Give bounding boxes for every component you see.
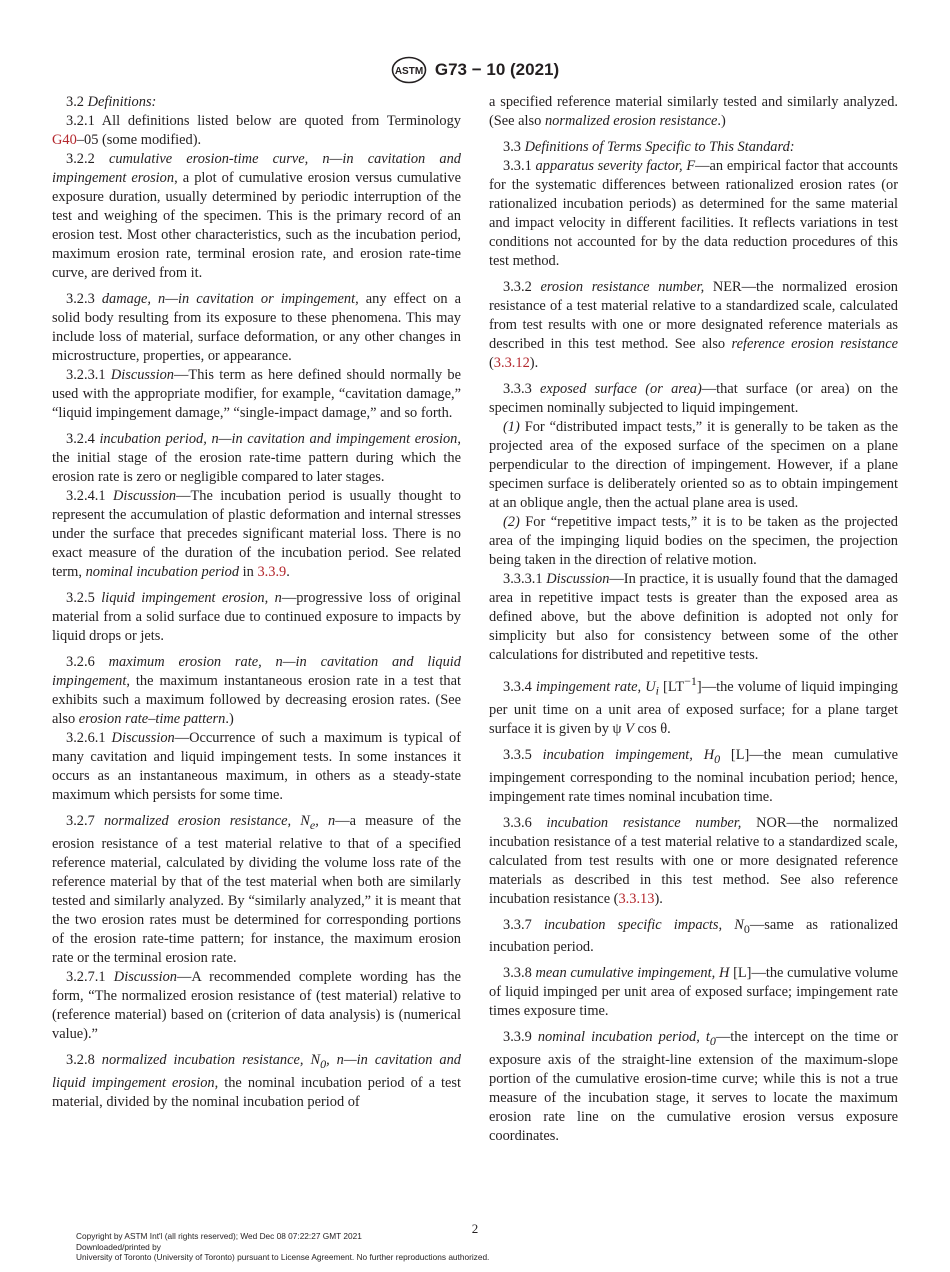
definition-3-3-5: 3.3.5 incubation impingement, $H_0$ [L]—the mean cumulative impingement corresponding to the nominal incubation period; hence, impingement rate times nominal incubation time. <box>489 746 898 805</box>
discussion-3-2-4-1: 3.2.4.1 Discussion—The incubation period is usually thought to represent the accumulation of plastic deformation and internal stresses under the surface that precedes significant material loss. There is no exact measure of the duration of the incubation period. See related term, nominal incubation period in 3.3.9. <box>52 488 461 580</box>
definition-3-3-3: 3.3.3 exposed surface (or area)—that surface (or area) on the specimen nominally subjected to liquid impingement. <box>489 381 898 416</box>
ref-link-3-3-12[interactable]: 3.3.12 <box>493 355 530 371</box>
definition-3-2-8-continued: a specified reference material similarly tested and similarly analyzed. (See also normalized erosion resistance.) <box>489 94 898 129</box>
definition-3-3-3-item-2: (2) For “repetitive impact tests,” it is to be taken as the projected area of the impinging liquid bodies on the specimen, the projection being taken in the direction of relative motion. <box>489 514 898 568</box>
definition-3-3-4: 3.3.4 impingement rate, $U_i$ $[LT^{-1}]—the$ volume of liquid impinging per unit time on a unit area of exposed surface; for a plane target surface it is given by ψ V cos θ. <box>489 674 898 737</box>
definition-3-3-2: 3.3.2 erosion resistance number, NER—the normalized erosion resistance of a test material relative to a standardized scale, calculated from test results with one or more designated reference materials as described in this test method. See also reference erosion resistance (3.3.12). <box>489 279 898 371</box>
astm-logo-icon <box>391 56 427 84</box>
definition-3-2-8: 3.2.8 normalized incubation resistance, $N_0$, n—in cavitation and liquid impingement erosion, the nominal incubation period of a test material, divided by the nominal incubation period of <box>52 1051 461 1110</box>
definition-3-2-4: 3.2.4 incubation period, n—in cavitation and impingement erosion, the initial stage of the erosion rate-time pattern during which the erosion rate is zero or negligible compared to later stages. <box>52 431 461 485</box>
copyright-footer <box>76 1231 489 1263</box>
definition-3-2-2: 3.2.2 cumulative erosion-time curve, n—in cavitation and impingement erosion, a plot of cumulative erosion versus cumulative exposure duration, usually determined by periodic interruption of the test and weighing of the specimen. This is the primary record of an erosion test. Most other characteristics, such as the incubation period, maximum erosion rate, terminal erosion rate, and erosion rate-time curve, are derived from it. <box>52 151 461 281</box>
discussion-3-3-3-1: 3.3.3.1 Discussion—In practice, it is usually found that the damaged area in repetitive impact tests is greater than the exposed area as defined above, but the above definition is adopted not only for simplicity but also for consistency between some of the other calculations for distributed and repetitive tests. <box>489 571 898 663</box>
designation: G73 − 10 (2021) <box>434 60 560 79</box>
definition-3-3-3-item-1: (1) For “distributed impact tests,” it is generally to be taken as the projected area of the exposed surface of the specimen on a plane perpendicular to the direction of impingement. However, if a plane specimen surface is deliberately oriented so as to obtain impingement at an oblique angle, then the actual plane area is used. <box>489 419 898 511</box>
page-header <box>0 56 950 84</box>
section-3-2-heading: 3.2 Definitions: <box>66 94 157 110</box>
page-number: 2 <box>471 1221 479 1236</box>
definition-3-3-9: 3.3.9 nominal incubation period, $t_0—the$ intercept on the time or exposure axis of the straight-line extension of the maximum-slope portion of the cumulative erosion-time curve; while this is not a true measure of the incubation stage, it serves to locate the maximum erosion rate line on the cumulative erosion versus exposure coordinates. <box>489 1029 898 1145</box>
definition-3-2-6: 3.2.6 maximum erosion rate, n—in cavitation and liquid impingement, the maximum instantaneous erosion rate in a test that exhibits such a maximum followed by decreasing erosion rates. (See also erosion rate–time pattern.) <box>52 654 461 727</box>
right-column <box>489 93 898 1146</box>
definition-3-3-7: 3.3.7 incubation specific impacts, $N_0—same$ as rationalized incubation period. <box>489 916 898 956</box>
section-3-3-heading: 3.3 Definitions of Terms Specific to This Standard: <box>503 139 795 155</box>
definition-3-2-3: 3.2.3 damage, n—in cavitation or impingement, any effect on a solid body resulting from its exposure to these phenomena. This may include loss of material, surface deformation, or any other changes in microstructure, properties, or appearance. <box>52 291 461 364</box>
ref-link-3-3-9[interactable]: 3.3.9 <box>257 564 287 580</box>
definition-3-2-5: 3.2.5 liquid impingement erosion, n—progressive loss of original material from a solid surface due to continued exposure to impacts by liquid drops or jets. <box>52 590 461 644</box>
definition-3-3-1: 3.3.1 apparatus severity factor, F—an empirical factor that accounts for the systematic differences between rationalized erosion rates (or rationalized incubation periods) as determined for the same material and impact velocity in different facilities. It reflects variations in test conditions not accounted for by the data reduction procedures of this test method. <box>489 158 898 269</box>
discussion-3-2-3-1: 3.2.3.1 Discussion—This term as here defined should normally be used with the appropriate modifier, for example, “cavitation damage,” “liquid impingement damage,” “single-impact damage,” and so forth. <box>52 367 461 421</box>
svg-text:ASTM: ASTM <box>394 66 424 77</box>
definition-3-2-1: 3.2.1 All definitions listed below are quoted from Terminology G40–05 (some modified). <box>52 113 461 148</box>
discussion-3-2-6-1: 3.2.6.1 Discussion—Occurrence of such a maximum is typical of many cavitation and liquid impingement tests. In some instances it occurs as an instantaneous maximum, in others as a steady-state maximum which persists for some time. <box>52 730 462 803</box>
definition-3-3-6: 3.3.6 incubation resistance number, NOR—the normalized incubation resistance of a test material relative to a standardized scale, calculated from test results with one or more designated reference materials as described in this test method. See also reference incubation resistance (3.3.13). <box>489 814 898 907</box>
ref-link-g40[interactable]: G40 <box>52 132 77 148</box>
footer-line-copyright: Copyright by ASTM Int'l (all rights reserved); Wed Dec 08 07:22:27 GMT 2021 <box>76 1231 362 1241</box>
ref-link-3-3-13[interactable]: 3.3.13 <box>618 890 655 907</box>
definition-3-2-7: 3.2.7 normalized erosion resistance, $N_e$, n—a measure of the erosion resistance of a test material relative to that of a specified reference material, calculated by dividing the volume loss rate of the reference material by that of the test material when both are similarly tested and similarly analyzed. By “similarly analyzed,” it is meant that the two erosion rates must be determined for corresponding portions of the erosion rate-time pattern; for instance, the maximum erosion rate or the terminal erosion rate. <box>52 813 461 966</box>
definition-3-3-8: 3.3.8 mean cumulative impingement, H [L]—the cumulative volume of liquid impinged per unit area of exposed surface; impingement rate times exposure time. <box>489 965 898 1020</box>
discussion-3-2-7-1: 3.2.7.1 Discussion—A recommended complete wording has the form, “The normalized erosion resistance of (test material) relative to (reference material) based on (criterion of data analysis) is (numerical value).” <box>52 968 461 1042</box>
footer-line-downloaded: Downloaded/printed by <box>76 1241 161 1252</box>
footer-line-license: University of Toronto (University of Toronto) pursuant to License Agreement. No further reproductions authorized. <box>76 1252 490 1262</box>
left-column <box>52 93 461 1112</box>
